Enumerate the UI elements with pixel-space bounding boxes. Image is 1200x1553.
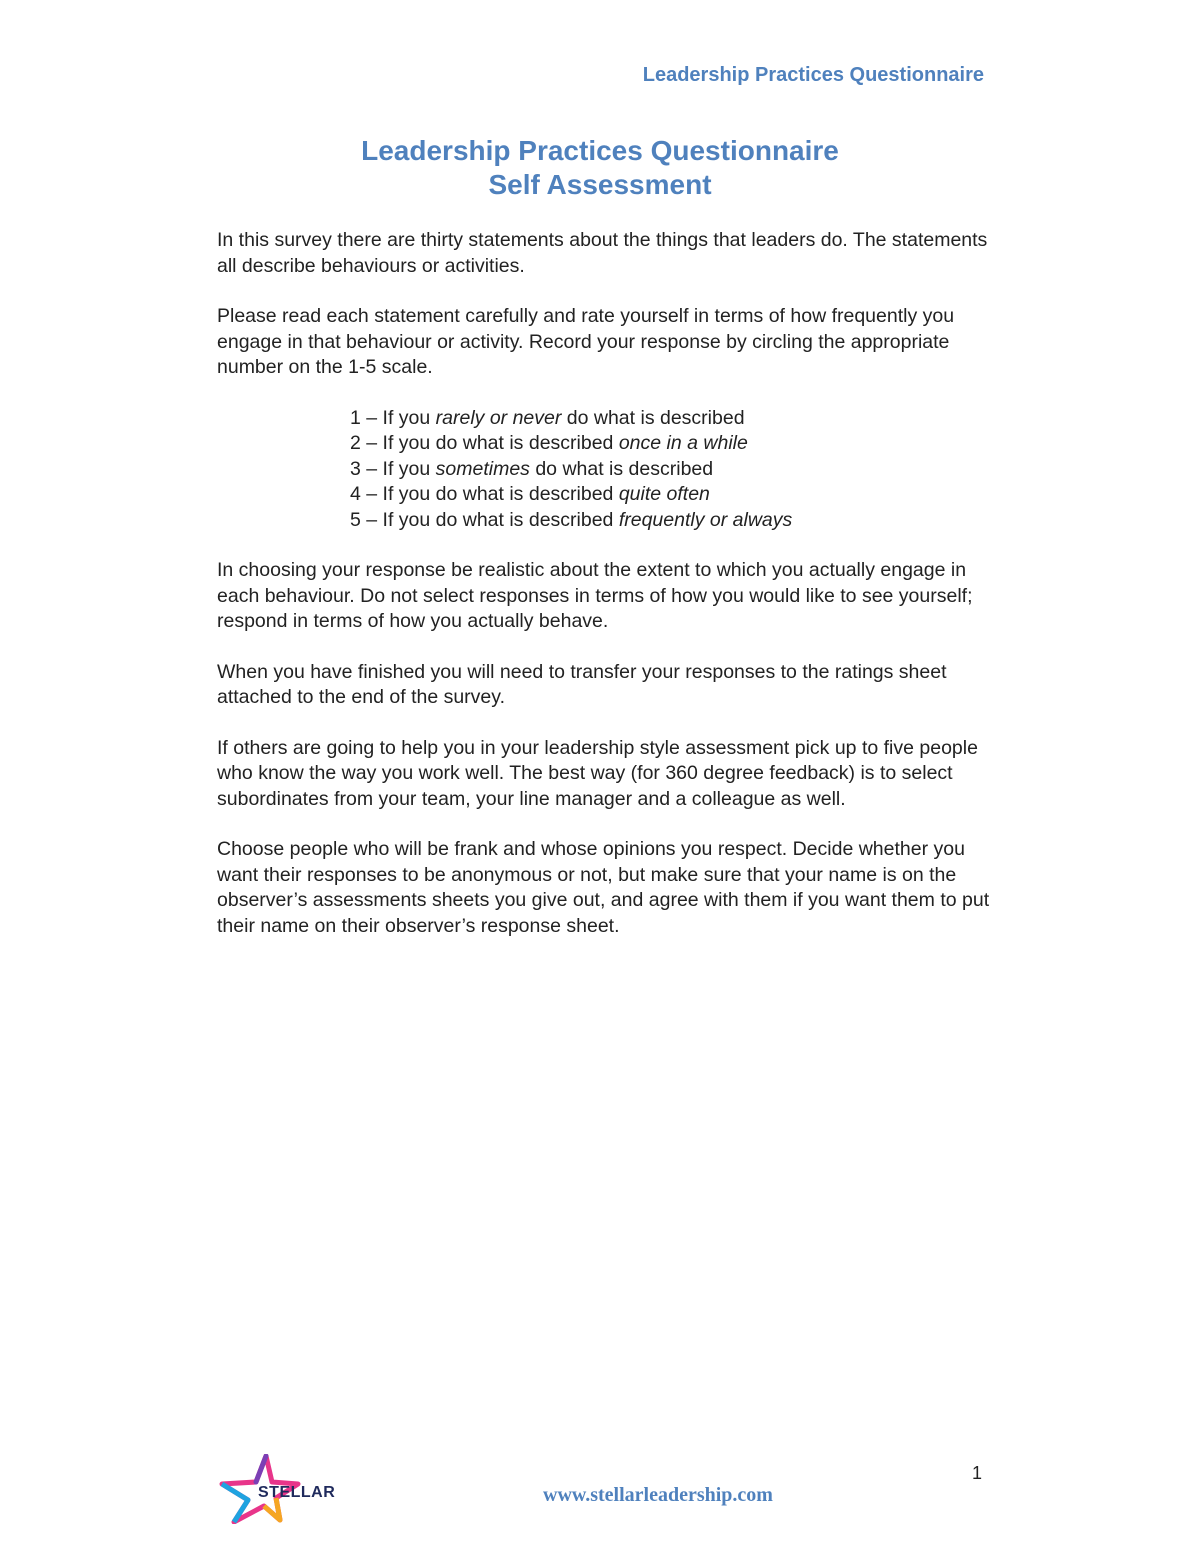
title-line-1: Leadership Practices Questionnaire bbox=[361, 135, 839, 166]
scale-item: 3 – If you sometimes do what is described bbox=[350, 457, 714, 480]
running-header: Leadership Practices Questionnaire bbox=[642, 64, 984, 86]
scale-item: 4 – If you do what is described quite often bbox=[350, 483, 710, 505]
footer-website-link[interactable]: www.stellarleadership.com bbox=[543, 1484, 773, 1506]
document-title bbox=[0, 134, 1200, 202]
rating-scale-list bbox=[350, 406, 992, 534]
intro-paragraph: In this survey there are thirty statements about the things that leaders do. The statements all describe behaviours or activities. bbox=[217, 229, 988, 277]
transfer-paragraph: When you have finished you will need to transfer your responses to the ratings sheet attached to the end of the survey. bbox=[217, 660, 947, 708]
document-body bbox=[217, 228, 992, 964]
page-number: 1 bbox=[972, 1463, 983, 1483]
scale-item: 5 – If you do what is described frequently or always bbox=[350, 508, 793, 531]
scale-item: 2 – If you do what is described once in a while bbox=[350, 432, 748, 454]
logo-wordmark: STELLAR bbox=[258, 1484, 336, 1501]
scale-item: 1 – If you rarely or never do what is described bbox=[350, 406, 745, 429]
title-line-2: Self Assessment bbox=[488, 169, 712, 200]
realistic-paragraph: In choosing your response be realistic about the extent to which you actually engage in each behaviour. Do not select responses in terms of how you would like to see yourself; respond in terms of how you actually behave. bbox=[217, 559, 973, 632]
choose-people-paragraph: Choose people who will be frank and whose opinions you respect. Decide whether you want their responses to be anonymous or not, but make sure that your name is on the observer’s assessments sheets you give out, and agree with them if you want them to put their name on their observer’s response sheet. bbox=[217, 838, 990, 937]
observers-paragraph: If others are going to help you in your leadership style assessment pick up to five people who know the way you work well. The best way (for 360 degree feedback) is to select subordinates from your team, your line manager and a colleague as well. bbox=[217, 736, 978, 810]
instructions-paragraph: Please read each statement carefully and rate yourself in terms of how frequently you engage in that behaviour or activity. Record your response by circling the appropriate number on the 1-5 scale. bbox=[217, 305, 955, 378]
